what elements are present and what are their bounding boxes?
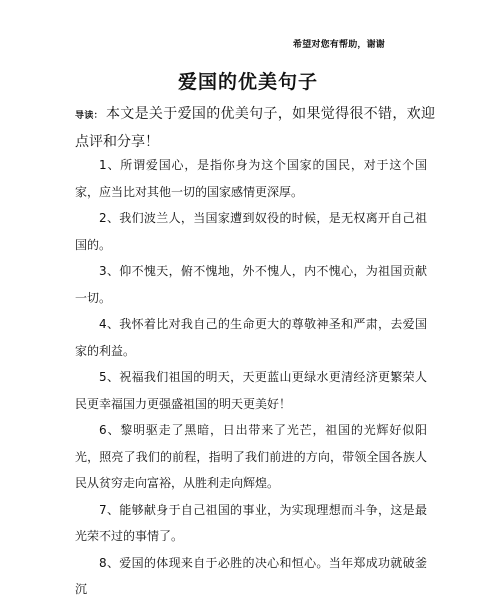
paragraph: 3、仰不愧天，俯不愧地，外不愧人，内不愧心，为祖国贡献一切。: [75, 264, 427, 305]
body-text: [75, 152, 427, 603]
intro-text: 本文是关于爱国的优美句子，如果觉得很不错，欢迎点评和分享！: [75, 106, 435, 150]
paragraph: 6、黎明驱走了黑暗，日出带来了光芒，祖国的光辉好似阳光，照亮了我们的前程，指明了我们前进的方向，带领全国各族人民从贫穷走向富裕，从胜利走向辉煌。: [75, 423, 427, 490]
page-title: 爱国的优美句子: [177, 71, 318, 93]
paragraph: 1、所谓爱国心，是指你身为这个国家的国民，对于这个国家，应当比对其他一切的国家感情更深厚。: [75, 158, 427, 199]
intro-label: 导读：: [75, 111, 103, 121]
intro-block: [75, 101, 435, 155]
paragraph: 5、祝福我们祖国的明天，天更蓝山更绿水更清经济更繁荣人民更幸福国力更强盛祖国的明天更美好！: [75, 370, 427, 411]
header-note: 希望对您有帮助，谢谢: [293, 40, 386, 50]
paragraph: 7、能够献身于自己祖国的事业，为实现理想而斗争，这是最光荣不过的事情了。: [75, 502, 427, 543]
paragraph: 4、我怀着比对我自己的生命更大的尊敬神圣和严肃，去爱国家的利益。: [75, 317, 427, 358]
paragraph: 2、我们波兰人，当国家遭到奴役的时候，是无权离开自己祖国的。: [75, 211, 427, 252]
paragraph: 8、爱国的体现来自于必胜的决心和恒心。当年郑成功就破釜沉: [75, 555, 427, 596]
